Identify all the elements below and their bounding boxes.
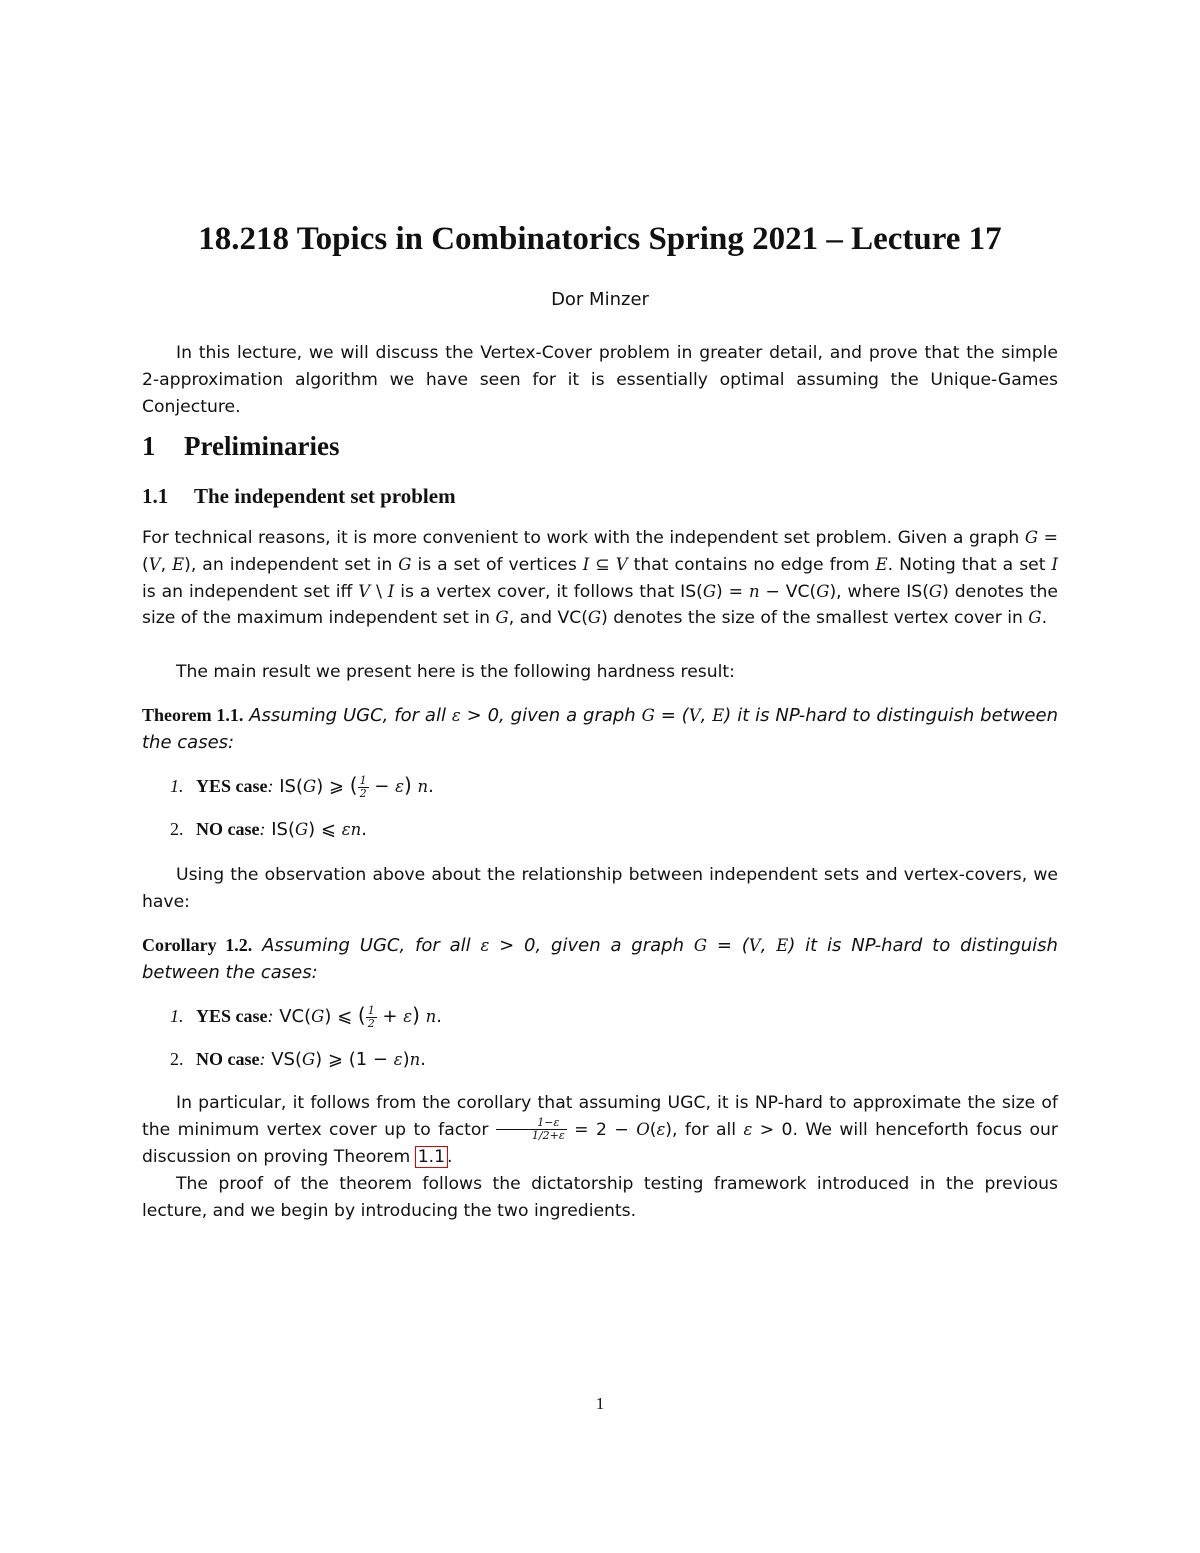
corollary-label: Corollary 1.2. xyxy=(142,935,253,955)
theorem-reference-link[interactable]: 1.1 xyxy=(417,1146,446,1167)
theorem-1-1: Theorem 1.1. Assuming UGC, for all ε > 0, given a graph G = (V, E) it is NP-hard to distinguish between the cases: xyxy=(142,705,1058,753)
particular-paragraph: In particular, it follows from the corollary that assuming UGC, it is NP-hard to approximate the size of the minimum vertex cover up to factor $\frac{1-\varepsilon}{1/2+\varepsilon}$ = 2 − O(ε), for all ε > 0. We will henceforth focus our discussion on proving Theorem 1.1 . xyxy=(142,1093,1059,1167)
theorem-yes-label: YES case xyxy=(196,776,268,796)
page-title: 18.218 Topics in Combinatorics Spring 2021 – Lecture 17 xyxy=(198,221,1002,257)
subsection-heading xyxy=(142,481,456,511)
page-number: 1 xyxy=(595,1394,605,1413)
abstract-paragraph: In this lecture, we will discuss the Vertex-Cover problem in greater detail, and prove that the simple 2-approximation algorithm we have seen for it is essentially optimal assuming the Unique-Games Conjecture. xyxy=(142,343,1058,417)
theorem-yes-case: 1. YES case: IS(G) ⩾ ( $\frac{1}{2}$ − ε) n. xyxy=(170,773,434,800)
subsection-title: The independent set problem xyxy=(194,484,456,508)
proof-paragraph: The proof of the theorem follows the dictatorship testing framework introduced in the previous lecture, and we begin by introducing the two ingredients. xyxy=(142,1174,1058,1221)
corollary-no-label: NO case xyxy=(196,1049,260,1069)
author: Dor Minzer xyxy=(551,289,649,310)
independent-set-paragraph: For technical reasons, it is more convenient to work with the independent set problem. Given a graph G = (V, E), an independent set in G is a set of vertices I ⊆ V that contains no edge from E. Noting that a set I is an independent set iff V \ I is a vertex cover, it follows that IS(G) = n − VC(G), where IS(G) denotes the size of the maximum independent set in G, and VC(G) denotes the size of the smallest vertex cover in G. xyxy=(142,528,1058,629)
corollary-no-case: 2. NO case: VS(G) ⩾ (1 − ε)n. xyxy=(170,1049,426,1070)
theorem-label: Theorem 1.1. xyxy=(142,705,244,725)
corollary-yes-label: YES case xyxy=(196,1006,268,1026)
theorem-no-label: NO case xyxy=(196,819,260,839)
section-title: Preliminaries xyxy=(184,431,340,461)
main-result-paragraph: The main result we present here is the following hardness result: xyxy=(176,662,735,682)
theorem-no-case: 2. NO case: IS(G) ⩽ εn. xyxy=(170,819,367,840)
corollary-yes-case: 1. YES case: VC(G) ⩽ ( $\frac{1}{2}$ + ε) n. xyxy=(170,1003,443,1030)
corollary-1-2: Corollary 1.2. Assuming UGC, for all ε > 0, given a graph G = (V, E) it is NP-hard to distinguish between the cases: xyxy=(142,935,1058,983)
subsection-number: 1.1 xyxy=(142,484,169,508)
section-number: 1 xyxy=(142,431,156,461)
section-heading xyxy=(142,428,339,464)
observation-paragraph: Using the observation above about the relationship between independent sets and vertex-covers, we have: xyxy=(142,865,1058,912)
